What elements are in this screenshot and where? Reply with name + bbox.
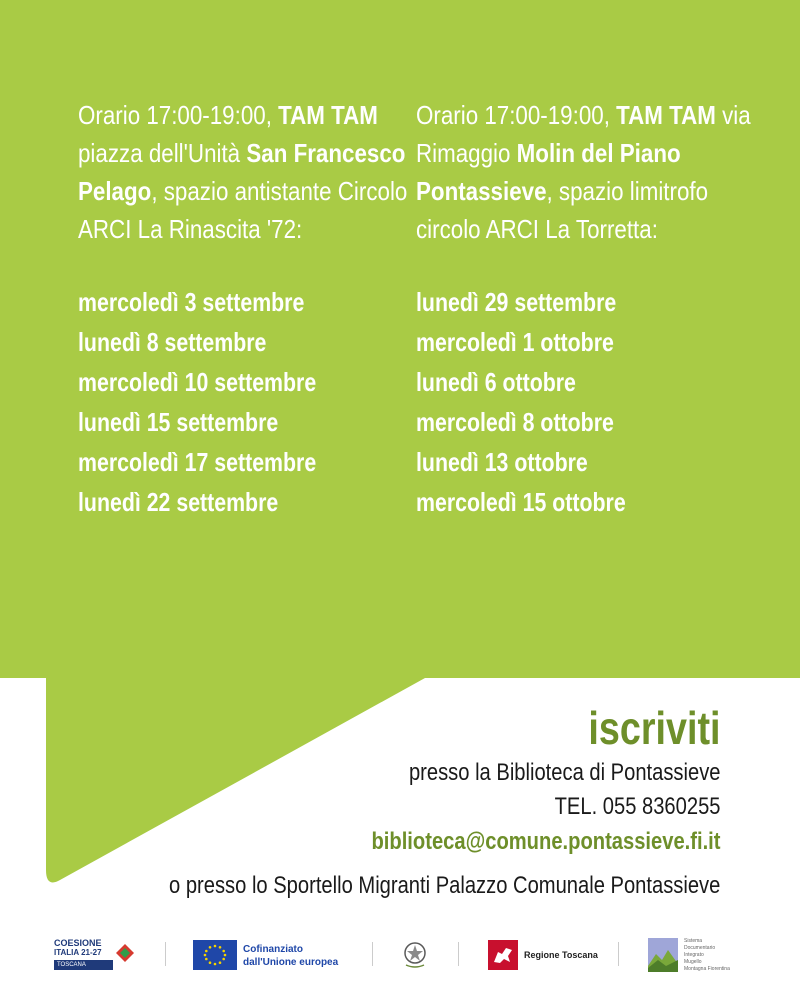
- phone-number[interactable]: TEL. 055 8360255: [554, 793, 720, 820]
- sdi-mugello-logo: [648, 936, 778, 976]
- date-item: lunedì 8 settembre: [78, 327, 267, 357]
- sdi-text-2: Documentario: [684, 945, 716, 951]
- pegasus-icon: [488, 940, 518, 970]
- date-item: lunedì 15 settembre: [78, 407, 279, 437]
- right-intro-street: via Rimaggio: [416, 100, 751, 168]
- date-item: lunedì 6 ottobre: [416, 367, 576, 397]
- eu-cofinanced-logo: [193, 938, 353, 972]
- regione-toscana-text: Regione Toscana: [524, 950, 598, 960]
- right-intro-venue: , spazio limitrofo circolo ARCI La Torretta:: [416, 176, 709, 244]
- coesione-toscana-text: TOSCANA: [54, 960, 113, 970]
- signup-title: iscriviti: [587, 702, 720, 754]
- left-intro-place: San Francesco Pelago: [78, 138, 406, 206]
- sdi-text-3: Integrato: [684, 952, 704, 958]
- eu-flag-icon: [193, 940, 237, 970]
- right-intro: [416, 96, 751, 248]
- coesione-italia-text: ITALIA 21-27: [54, 948, 102, 957]
- sdi-text-5: Montagna Fiorentina: [684, 966, 730, 972]
- date-item: mercoledì 8 ottobre: [416, 407, 614, 437]
- coesione-arrow-icon: [114, 942, 136, 964]
- alternative-location: o presso lo Sportello Migranti Palazzo Comunale Pontassieve: [168, 872, 720, 899]
- right-intro-time: Orario 17:00-19:00,: [416, 100, 617, 130]
- left-intro-venue: , spazio antistante Circolo ARCI La Rinascita '72:: [78, 176, 408, 244]
- date-item: mercoledì 1 ottobre: [416, 327, 614, 357]
- right-schedule-column: [416, 96, 756, 522]
- left-intro-org: TAM TAM: [278, 100, 378, 130]
- right-dates-list: [416, 282, 756, 522]
- sponsor-logos-bar: [0, 930, 800, 980]
- sdi-text-4: Mugello: [684, 959, 702, 965]
- left-intro-street: piazza dell'Unità: [78, 138, 247, 168]
- library-location: presso la Biblioteca di Pontassieve: [408, 759, 720, 786]
- eu-text-line2: dall'Unione europea: [243, 957, 339, 968]
- date-item: lunedì 22 settembre: [78, 487, 279, 517]
- left-dates-list: [78, 282, 408, 522]
- date-item: lunedì 13 ottobre: [416, 447, 588, 477]
- regione-toscana-logo: [488, 940, 598, 970]
- date-item: mercoledì 10 settembre: [78, 367, 317, 397]
- italian-republic-emblem-icon: [402, 939, 428, 969]
- date-item: mercoledì 15 ottobre: [416, 487, 626, 517]
- coesione-italia-logo: [54, 938, 136, 972]
- sdi-text-1: Sistema: [684, 938, 703, 944]
- left-intro-time: Orario 17:00-19:00,: [78, 100, 279, 130]
- right-intro-org: TAM TAM: [616, 100, 716, 130]
- date-item: mercoledì 17 settembre: [78, 447, 317, 477]
- email-link[interactable]: biblioteca@comune.pontassieve.fi.it: [370, 828, 720, 855]
- date-item: lunedì 29 settembre: [416, 287, 617, 317]
- right-intro-place: Molin del Piano Pontassieve: [416, 138, 681, 206]
- mountains-icon: [648, 938, 678, 972]
- coesione-text: COESIONE: [54, 938, 102, 948]
- eu-text-line1: Cofinanziato: [243, 944, 303, 955]
- signup-block: [305, 700, 721, 860]
- left-intro: [78, 96, 413, 248]
- date-item: mercoledì 3 settembre: [78, 287, 305, 317]
- left-schedule-column: [78, 96, 408, 522]
